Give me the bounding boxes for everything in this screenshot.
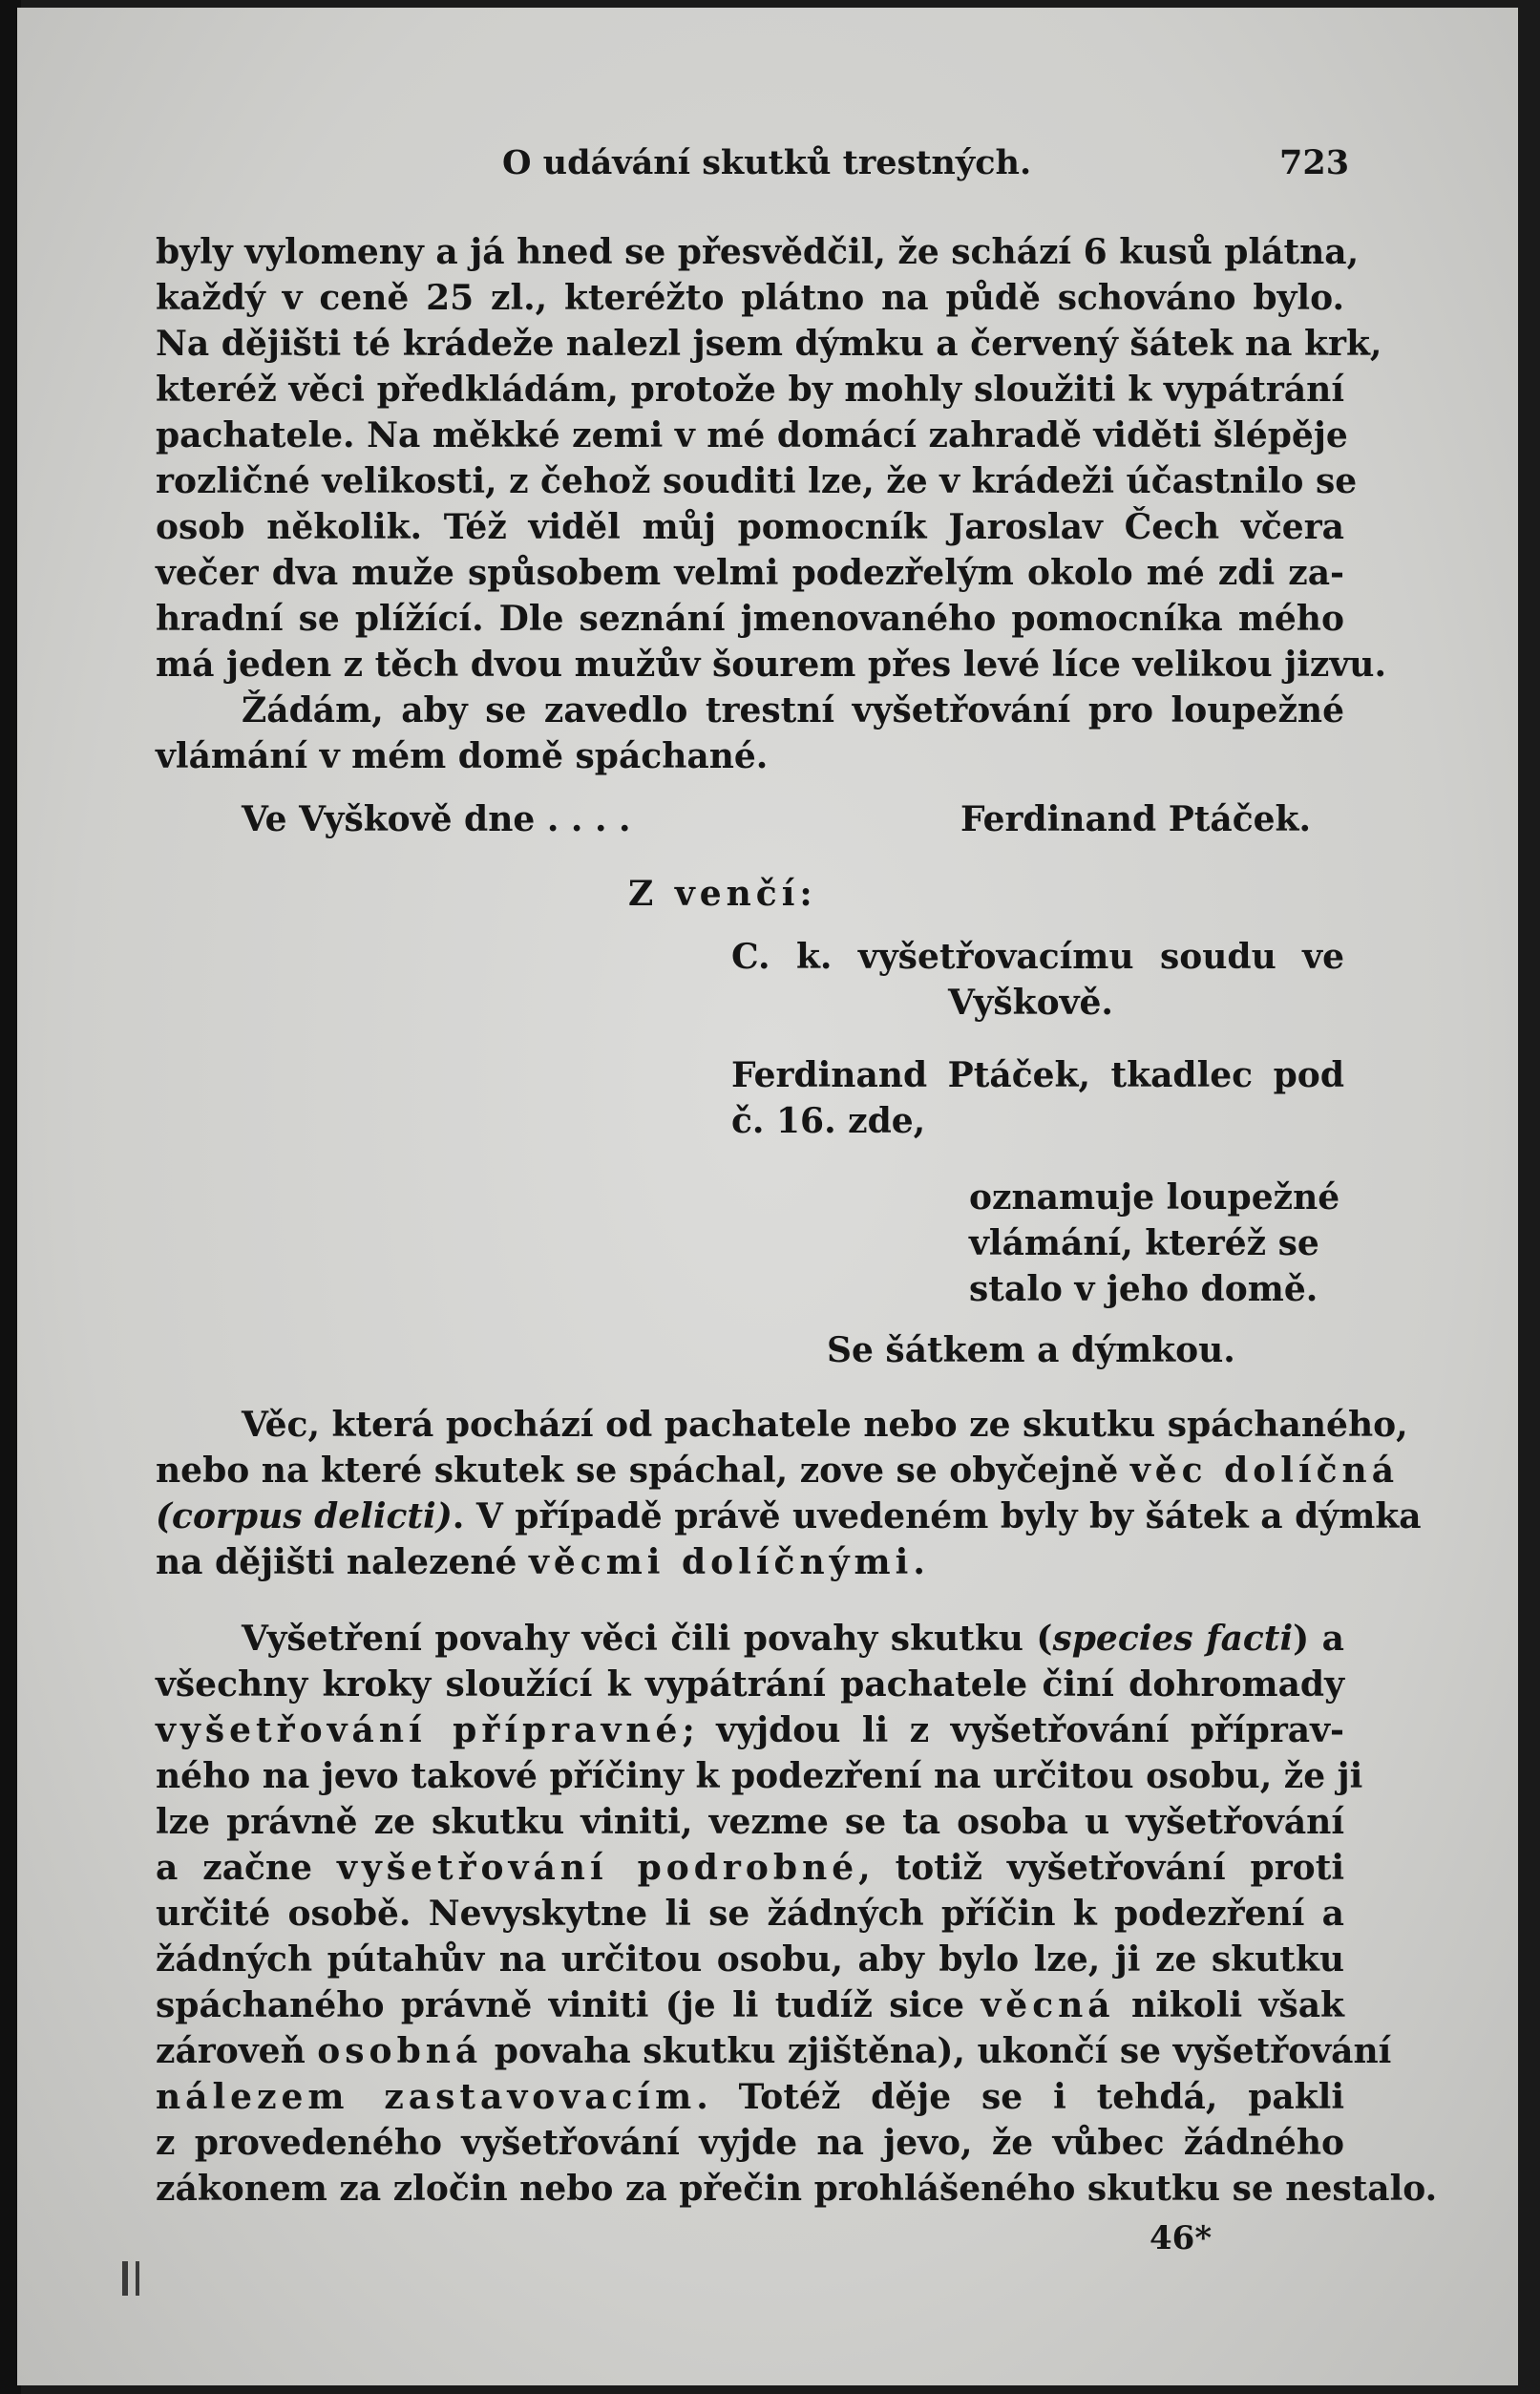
text-line: všechny kroky sloužící k vypátrání pachatele činí dohromady — [156, 1664, 1344, 1705]
cover-address: C. k. vyšetřovacímu soudu ve — [731, 937, 1344, 977]
text-line: hradní se plížící. Dle seznání jmenovaného pomocníka mého — [156, 599, 1344, 639]
cover-heading: Z venčí: — [628, 874, 817, 914]
signature-mark: 46* — [1150, 2219, 1213, 2257]
scan-artifact — [136, 2261, 139, 2296]
running-title: O udávání skutků trestných. — [502, 143, 1032, 182]
text-line: kteréž věci předkládám, protože by mohly sloužiti k vypátrání — [156, 370, 1344, 410]
text-line: z provedeného vyšetřování vyjde na jevo, že vůbec žádného — [156, 2123, 1344, 2163]
text-line: lze právně ze skutku viniti, vezme se ta osoba u vyšetřování — [156, 1802, 1344, 1842]
text-line: žádných pútahův na určitou osobu, aby bylo lze, ji ze skutku — [156, 1939, 1344, 1980]
text-line: zákonem za zločin nebo za přečin prohlášeného skutku se nestalo. — [156, 2169, 1438, 2209]
cover-address: Vyškově. — [948, 983, 1113, 1023]
cover-attachment: Se šátkem a dýmkou. — [827, 1330, 1235, 1370]
text-line: (corpus delicti). V případě právě uvedeném byly by šátek a dýmka — [156, 1496, 1422, 1536]
cover-subject: stalo v jeho domě. — [969, 1269, 1318, 1309]
text-line: každý v ceně 25 zl., kteréžto plátno na půdě schováno bylo. — [156, 278, 1344, 318]
text-line: na dějišti nalezené věcmi dolíčnými. — [156, 1542, 925, 1582]
text-line: určité osobě. Nevyskytne li se žádných příčin k podezření a — [156, 1894, 1344, 1934]
text-line: ného na jevo takové příčiny k podezření na určitou osobu, že ji — [156, 1756, 1363, 1796]
book-page — [17, 8, 1518, 2385]
text-line: vlámání v mém domě spáchané. — [156, 736, 769, 776]
text-line: Vyšetření povahy věci čili povahy skutku (species facti) a — [242, 1619, 1344, 1659]
text-line: má jeden z těch dvou mužův šourem přes levé líce velikou jizvu. — [156, 645, 1386, 685]
text-line: pachatele. Na měkké zemi v mé domácí zahradě viděti šlépěje — [156, 415, 1348, 455]
text-line: Žádám, aby se zavedlo trestní vyšetřování pro loupežné — [242, 690, 1344, 731]
cover-sender: č. 16. zde, — [731, 1101, 926, 1141]
text-line: večer dva muže spůsobem velmi podezřelým okolo mé zdi za- — [156, 553, 1344, 593]
signature-name: Ferdinand Ptáček. — [960, 799, 1312, 839]
text-line: zároveň osobná povaha skutku zjištěna), ukončí se vyšetřování — [156, 2031, 1392, 2071]
text-line: Věc, která pochází od pachatele nebo ze skutku spáchaného, — [242, 1405, 1408, 1445]
cover-subject: oznamuje loupežné — [969, 1177, 1340, 1218]
text-line: spáchaného právně viniti (je li tudíž sice věcná nikoli však — [156, 1985, 1344, 2025]
text-line: nebo na které skutek se spáchal, zove se obyčejně věc dolíčná — [156, 1451, 1400, 1491]
text-line: vyšetřování přípravné; vyjdou li z vyšetřování příprav- — [156, 1710, 1344, 1750]
text-line: byly vylomeny a já hned se přesvědčil, že schází 6 kusů plátna, — [156, 232, 1360, 272]
text-line: nálezem zastavovacím. Totéž děje se i tehdá, pakli — [156, 2077, 1345, 2117]
text-line: rozličné velikosti, z čehož souditi lze, že v krádeži účastnilo se — [156, 461, 1358, 501]
text-line: osob několik. Též viděl můj pomocník Jaroslav Čech včera — [156, 507, 1344, 547]
term-corpus-delicti: (corpus delicti) — [156, 1496, 453, 1536]
term-species-facti: species facti — [1052, 1619, 1294, 1659]
scan-artifact — [122, 2261, 128, 2296]
signature-place-date: Ve Vyškově dne . . . . — [242, 799, 631, 839]
text-line: Na dějišti té krádeže nalezl jsem dýmku a červený šátek na krk, — [156, 324, 1382, 364]
cover-sender: Ferdinand Ptáček, tkadlec pod — [731, 1055, 1344, 1095]
cover-subject: vlámání, kteréž se — [969, 1223, 1319, 1263]
text-line: a začne vyšetřování podrobné, totiž vyšetřování proti — [156, 1848, 1344, 1888]
page-number: 723 — [1279, 143, 1350, 182]
term-vec-dolicna: věc dolíčná — [1129, 1451, 1400, 1491]
